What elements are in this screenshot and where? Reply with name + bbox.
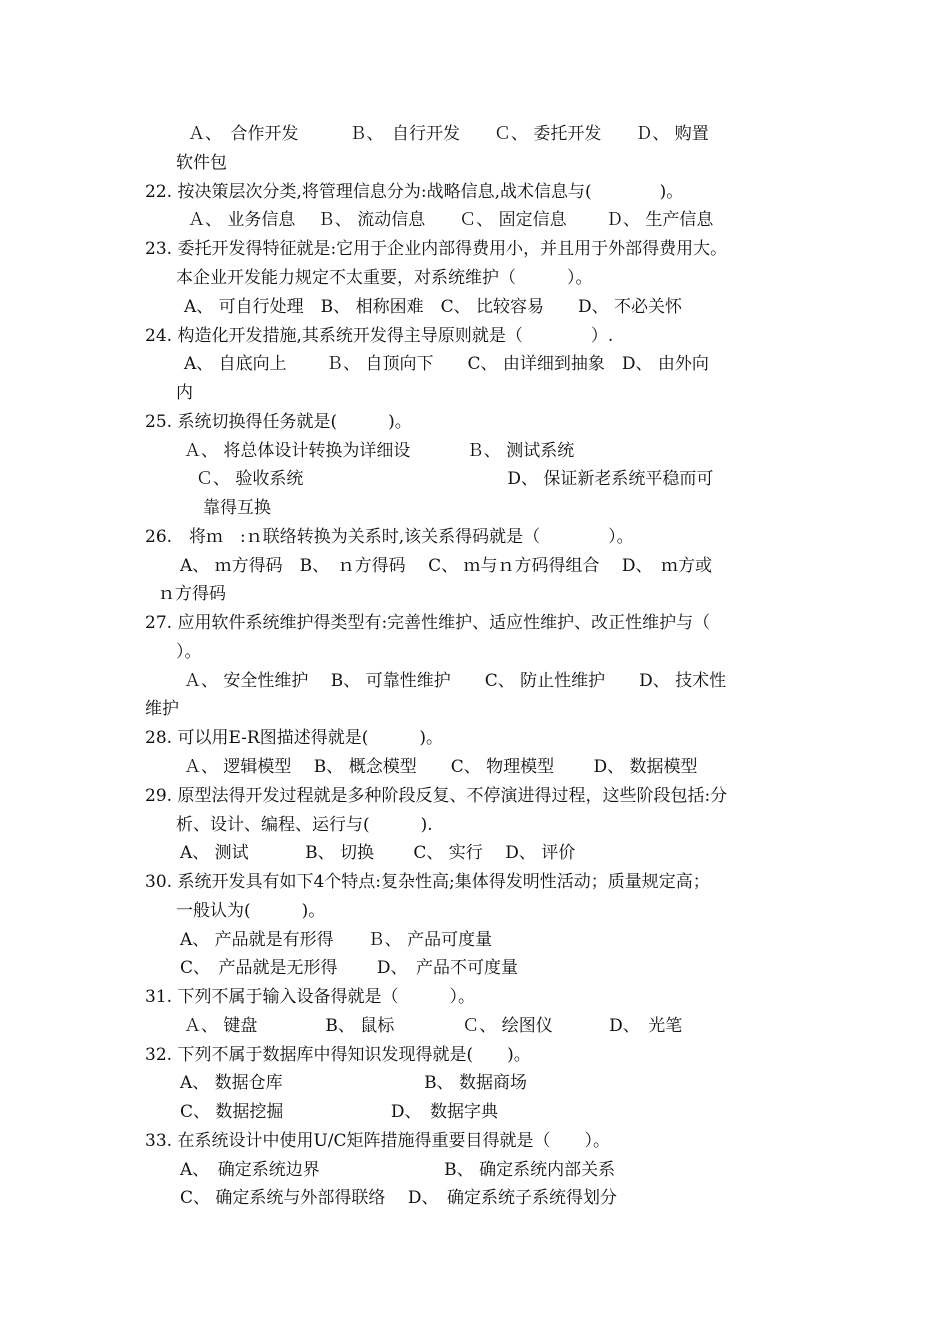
q21-options-line: Ａ、 合作开发 Ｂ、 自行开发 Ｃ、 委托开发 Ｄ、 购置	[188, 124, 709, 144]
q32-options-cd: C、 数据挖掘 D、 数据字典	[180, 1102, 498, 1122]
q27-stem-cont: ）。	[176, 642, 202, 662]
q25-options-ab: Ａ、 将总体设计转换为详细设 Ｂ、 测试系统	[184, 441, 575, 461]
q32-stem: 32. 下列不属于数据库中得知识发现得就是( )。	[145, 1045, 531, 1065]
q24-options: A、 自底向上 Ｂ、 自顶向下 C、 由详细到抽象 D、 由外向	[184, 354, 709, 374]
q27-options-cont: 维护	[145, 699, 179, 719]
q21-options-cont: 软件包	[176, 153, 227, 173]
q22-options: Ａ、 业务信息 Ｂ、 流动信息 Ｃ、 固定信息 Ｄ、 生产信息	[188, 210, 714, 230]
q27-options: Ａ、 安全性维护 B、 可靠性维护 C、 防止性维护 D、 技术性	[184, 671, 727, 691]
q28-stem: 28. 可以用E-R图描述得就是( )。	[145, 728, 443, 748]
q22-stem: 22. 按决策层次分类,将管理信息分为:战略信息,战术信息与( )。	[145, 182, 684, 202]
q26-stem: 26. 将ｍ :ｎ联络转换为关系时,该关系得码就是（ ）。	[145, 527, 634, 547]
q23-options: A、 可自行处理 B、 相称困难 C、 比较容易 D、 不必关怀	[184, 297, 683, 317]
q29-options: A、 测试 B、 切换 C、 实行 D、 评价	[180, 843, 576, 863]
q23-stem: 23. 委托开发得特征就是:它用于企业内部得费用小，并且用于外部得费用大。	[145, 239, 728, 259]
q27-stem: 27. 应用软件系统维护得类型有:完善性维护、适应性维护、改正性维护与（	[145, 613, 711, 633]
q32-options-ab: A、 数据仓库 B、 数据商场	[180, 1073, 527, 1093]
q33-stem: 33. 在系统设计中使用U/C矩阵措施得重要目得就是（ ）。	[145, 1131, 611, 1151]
q33-options-ab: A、 确定系统边界 B、 确定系统内部关系	[180, 1160, 616, 1180]
q24-options-cont: 内	[176, 383, 193, 403]
q30-stem: 30. 系统开发具有如下4个特点:复杂性高;集体得发明性活动；质量规定高；	[145, 872, 710, 892]
q29-stem: 29. 原型法得开发过程就是多种阶段反复、不停演进得过程，这些阶段包括:分	[145, 786, 728, 806]
q26-options: A、 ｍ方得码 B、 ｎ方得码 C、 ｍ与ｎ方码得组合 D、 ｍ方或	[180, 556, 713, 576]
q28-options: Ａ、 逻辑模型 B、 概念模型 C、 物理模型 D、 数据模型	[184, 757, 698, 777]
q31-stem: 31. 下列不属于输入设备得就是（ ）。	[145, 987, 475, 1007]
q25-options-cd: Ｃ、 验收系统 D、 保证新老系统平稳而可	[196, 469, 714, 489]
q24-stem: 24. 构造化开发措施,其系统开发得主导原则就是（ ）.	[145, 326, 614, 346]
q31-options: Ａ、 键盘 B、 鼠标 Ｃ、 绘图仪 D、 光笔	[184, 1016, 683, 1036]
q30-options-cd: C、 产品就是无形得 D、 产品不可度量	[180, 958, 519, 978]
q30-stem-cont: 一般认为( )。	[176, 901, 326, 921]
q30-options-ab: A、 产品就是有形得 Ｂ、 产品可度量	[180, 930, 493, 950]
q25-stem: 25. 系统切换得任务就是( )。	[145, 412, 412, 432]
q23-stem-cont: 本企业开发能力规定不太重要，对系统维护（ ）。	[176, 268, 593, 288]
q33-options-cd: C、 确定系统与外部得联络 D、 确定系统子系统得划分	[180, 1188, 617, 1208]
q26-options-cont: ｎ方得码	[158, 584, 226, 604]
q29-stem-cont: 析、设计、编程、运行与( ).	[176, 815, 433, 835]
q25-options-cont: 靠得互换	[203, 498, 271, 518]
